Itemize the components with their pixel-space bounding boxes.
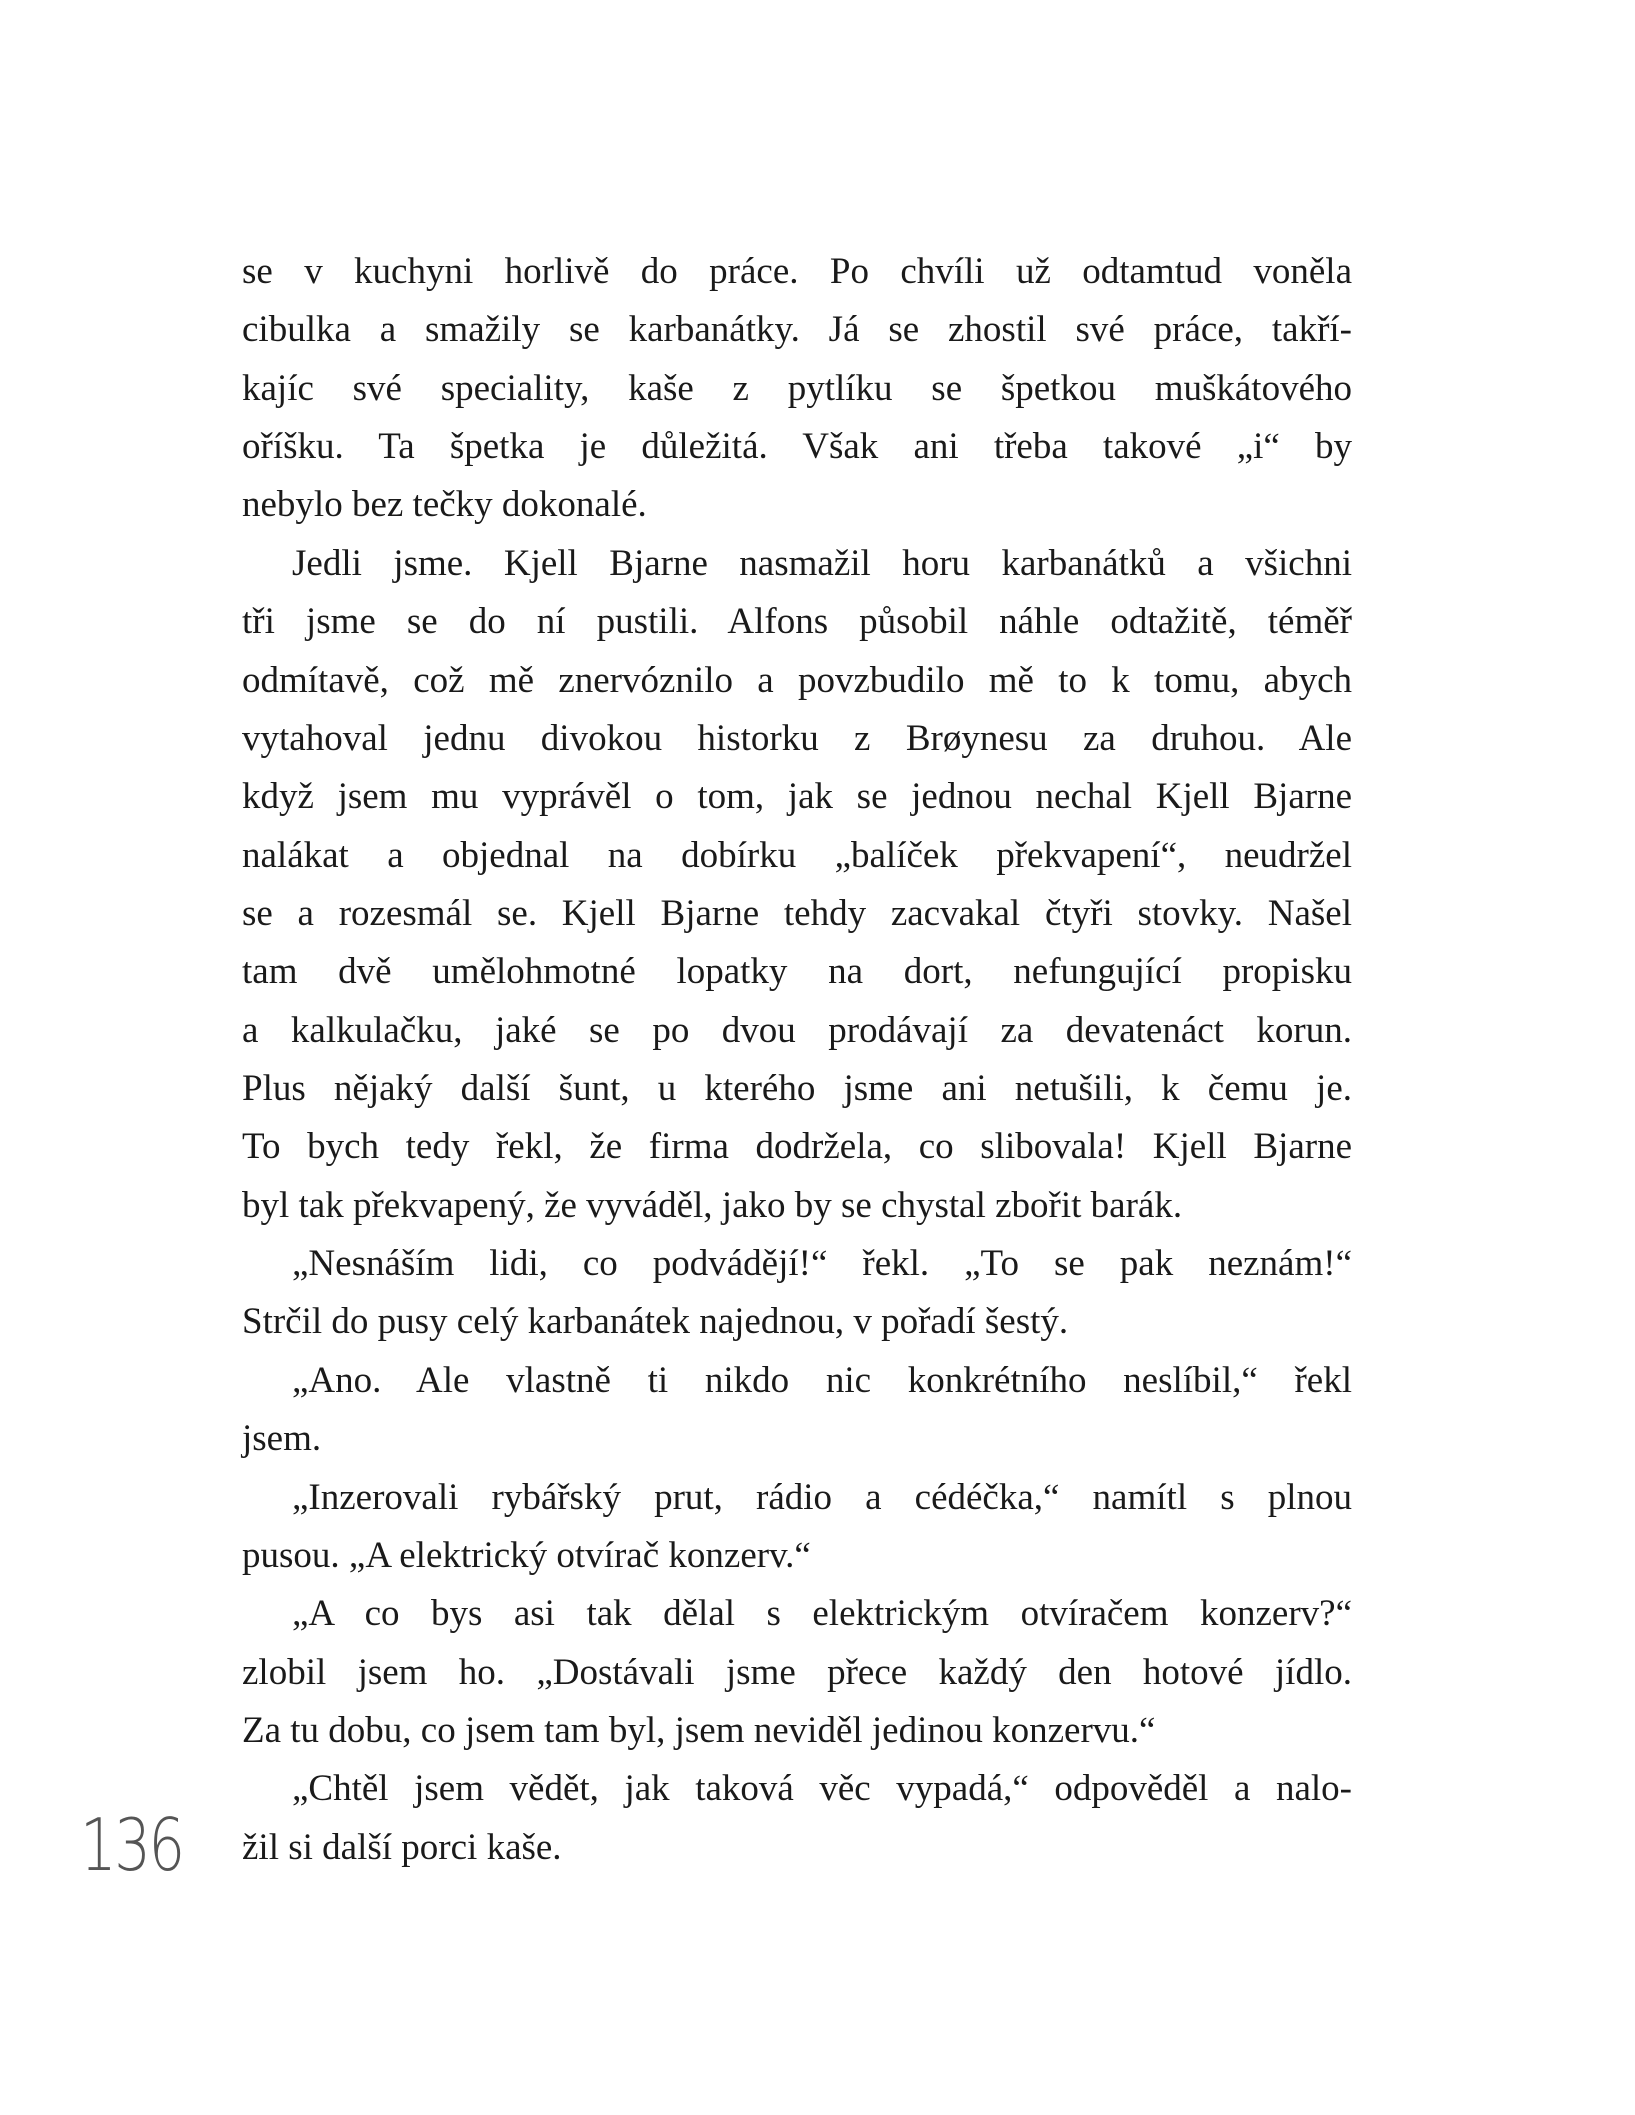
text-line: „Nesnáším lidi, co podvádějí!“ řekl. „To se pak neznám!“	[292, 1243, 1352, 1285]
text-line: kajíc své speciality, kaše z pytlíku se špetkou muškátového	[242, 367, 1352, 409]
body-text	[242, 243, 1352, 1877]
text-line: se v kuchyni horlivě do práce. Po chvíli už odtamtud voněla	[242, 251, 1352, 292]
text-line: jsem.	[242, 1418, 322, 1460]
text-line: a kalkulačku, jaké se po dvou prodávají za devatenáct korun.	[242, 1009, 1352, 1051]
text-line: Za tu dobu, co jsem tam byl, jsem neviděl jedinou konzervu.“	[242, 1709, 1156, 1751]
text-line: Strčil do pusy celý karbanátek najednou, v pořadí šestý.	[242, 1301, 1069, 1343]
text-line: To bych tedy řekl, že firma dodržela, co slibovala! Kjell Bjarne	[242, 1126, 1352, 1168]
text-line: oříšku. Ta špetka je důležitá. Však ani třeba takové „i“ by	[242, 426, 1352, 468]
text-line: se a rozesmál se. Kjell Bjarne tehdy zacvakal čtyři stovky. Našel	[242, 892, 1352, 934]
text-line: když jsem mu vyprávěl o tom, jak se jednou nechal Kjell Bjarne	[242, 776, 1352, 818]
page-number: 136	[80, 1803, 183, 1887]
text-line: byl tak překvapený, že vyváděl, jako by se chystal zbořit barák.	[242, 1184, 1183, 1226]
text-line: nebylo bez tečky dokonalé.	[242, 484, 647, 526]
text-line: Jedli jsme. Kjell Bjarne nasmažil horu karbanátků a všichni	[292, 542, 1352, 584]
text-line: nalákat a objednal na dobírku „balíček překvapení“, neudržel	[242, 834, 1352, 876]
text-line: tři jsme se do ní pustili. Alfons působil náhle odtažitě, téměř	[242, 601, 1352, 643]
text-line: „Inzerovali rybářský prut, rádio a cédéčka,“ namítl s plnou	[292, 1476, 1352, 1518]
text-line: Plus nějaký další šunt, u kterého jsme ani netušili, k čemu je.	[242, 1068, 1352, 1110]
text-line: vytahoval jednu divokou historku z Brøynesu za druhou. Ale	[242, 717, 1352, 759]
text-line: odmítavě, což mě znervóznilo a povzbudilo mě to k tomu, abych	[242, 659, 1352, 701]
text-line: „Chtěl jsem vědět, jak taková věc vypadá,“ odpověděl a nalo-	[292, 1768, 1352, 1810]
text-line: žil si další porci kaše.	[242, 1826, 562, 1868]
text-line: pusou. „A elektrický otvírač konzerv.“	[242, 1534, 811, 1576]
text-line: zlobil jsem ho. „Dostávali jsme přece každý den hotové jídlo.	[242, 1651, 1352, 1693]
text-line: tam dvě umělohmotné lopatky na dort, nefungující propisku	[242, 951, 1352, 993]
text-line: cibulka a smažily se karbanátky. Já se zhostil své práce, takří-	[242, 309, 1352, 351]
text-line: „Ano. Ale vlastně ti nikdo nic konkrétního neslíbil,“ řekl	[292, 1359, 1352, 1401]
text-line: „A co bys asi tak dělal s elektrickým otvíračem konzerv?“	[292, 1593, 1352, 1635]
